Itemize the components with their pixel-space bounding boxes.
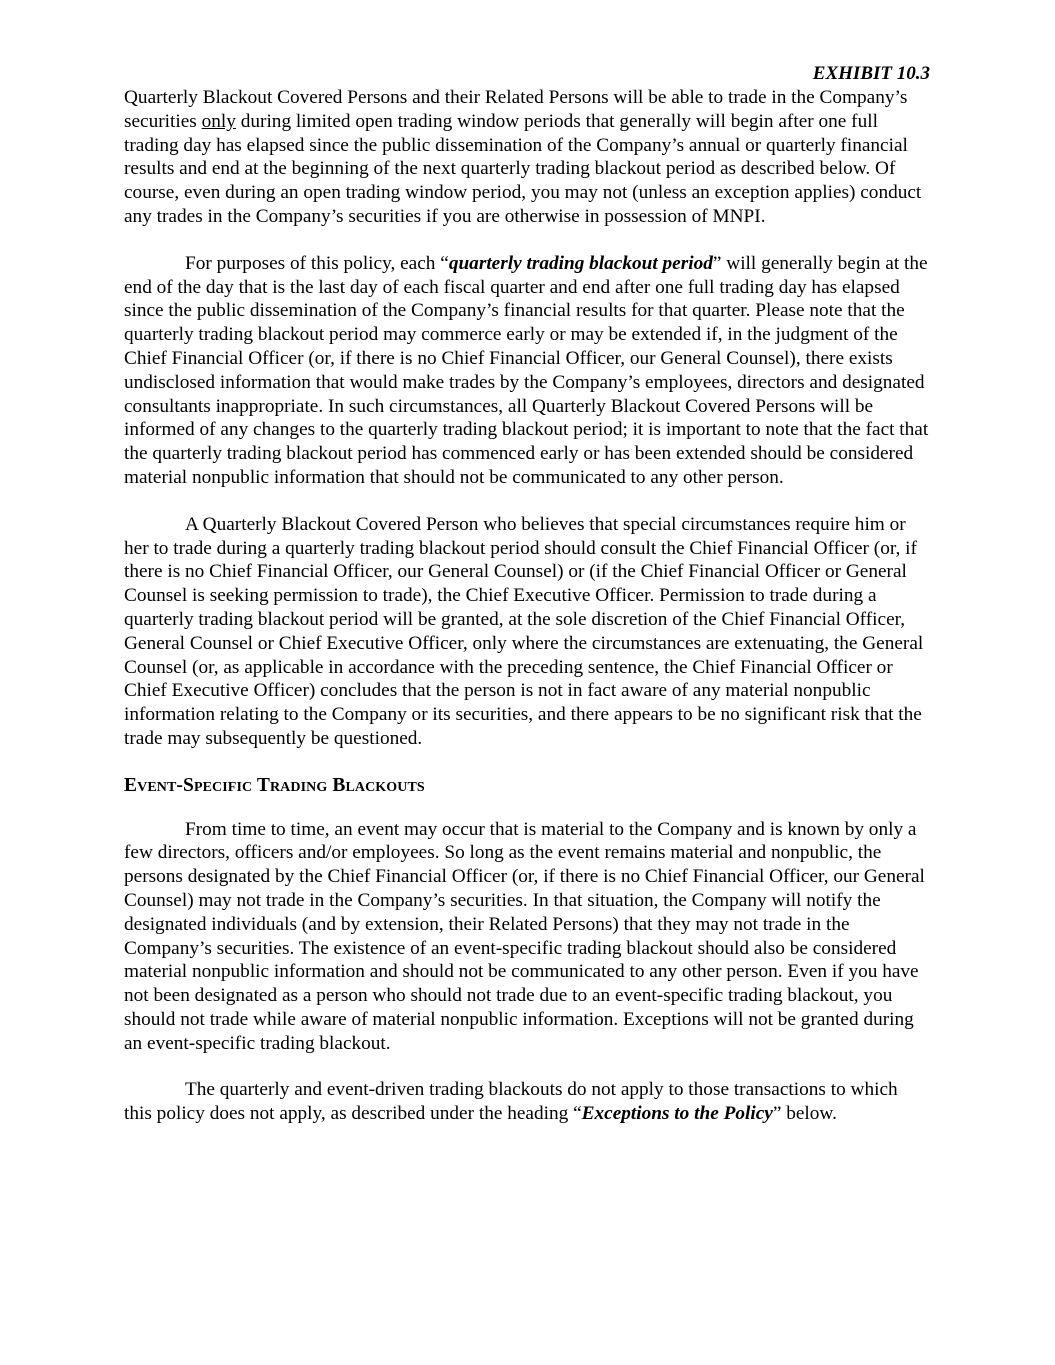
heading-letter: B: [327, 774, 346, 796]
heading-letter: -S: [176, 774, 194, 796]
paragraph-event-specific: From time to time, an event may occur that is material to the Company and is known by only a few directors, officers and/or employees. So long as the event remains material and nonpublic, the persons designated by the Chief Financial Officer (or, if there is no Chief Financial Officer, our General Counsel) may not trade in the Company’s securities. In that situation, the Company will notify the designated individuals (and by extension, their Related Persons) that they may not trade in the Company’s securities. The existence of an event-specific trading blackout should also be considered material nonpublic information and should not be communicated to any other person. Even if you have not been designated as a person who should not trade due to an event-specific trading blackout, you should not trade while aware of material nonpublic information. Exceptions will not be granted during an event-specific trading blackout.: [124, 818, 925, 1054]
heading-smallcaps: PECIFIC: [193, 779, 253, 795]
exceptions-heading-reference: Exceptions to the Policy: [581, 1103, 773, 1125]
heading-smallcaps: LACKOUTS: [345, 779, 425, 795]
paragraph-blackout-period-definition: [124, 252, 930, 490]
paragraph-text: The quarterly and event-driven trading blackouts do not apply to those transactions to which this policy does not apply, as described under the heading “: [124, 1079, 898, 1125]
heading-letter: T: [252, 774, 270, 796]
paragraph-text: For purposes of this policy, each “: [185, 252, 449, 274]
paragraph-text: during limited open trading window periods that generally will begin after one full trading day has elapsed since the public dissemination of the Company’s annual or quarterly financial results and end at the beginning of the next quarterly trading blackout period as described below. Of course, even during an open trading window period, you may not (unless an exception applies) conduct any trades in the Company’s securities if you are otherwise in possession of MNPI.: [124, 110, 922, 227]
heading-letter: E: [124, 774, 138, 796]
defined-term: quarterly trading blackout period: [448, 252, 713, 274]
underlined-only: only: [201, 110, 236, 132]
paragraph-special-circumstances: A Quarterly Blackout Covered Person who believes that special circumstances require him or her to trade during a quarterly trading blackout period should consult the Chief Financial Officer (or, if there is no Chief Financial Officer, our General Counsel) or (if the Chief Financial Officer or General Counsel is seeking permission to trade), the Chief Executive Officer. Permission to trade during a quarterly trading blackout period will be granted, at the sole discretion of the Chief Financial Officer, General Counsel or Chief Executive Officer, only where the circumstances are extenuating, the General Counsel (or, as applicable in accordance with the preceding sentence, the Chief Financial Officer or Chief Executive Officer) concludes that the person is not in fact aware of any material nonpublic information relating to the Company or its securities, and there appears to be no significant risk that the trade may subsequently be questioned.: [124, 513, 924, 749]
section-heading-event-specific: [124, 774, 930, 800]
paragraph-text: ” will generally begin at the end of the day that is the last day of each fiscal quarter and end after one full trading day has elapsed since the public dissemination of the Company’s financial results for that quarter. Please note that the quarterly trading blackout period may commerce early or may be extended if, in the judgment of the Chief Financial Officer (or, if there is no Chief Financial Officer, our General Counsel), there exists undisclosed information that would make trades by the Company’s employees, directors and designated consultants inappropriate. In such circumstances, all Quarterly Blackout Covered Persons will be informed of any changes to the quarterly trading blackout period; it is important to note that the fact that the quarterly trading blackout period has commenced early or has been extended should be considered material nonpublic information that should not be communicated to any other person.: [124, 252, 929, 488]
paragraph-open-window: [124, 86, 930, 229]
exhibit-label: EXHIBIT 10.3: [812, 63, 930, 84]
paragraph-exceptions-note: [124, 1078, 930, 1126]
paragraph-text: Quarterly Blackout Covered Persons and their Related Persons will be able to trade in the Company’s securities: [124, 87, 908, 132]
heading-smallcaps: RADING: [269, 779, 328, 795]
document-page: [124, 62, 930, 1149]
heading-smallcaps: VENT: [137, 779, 177, 795]
paragraph-text: ” below.: [772, 1103, 837, 1125]
